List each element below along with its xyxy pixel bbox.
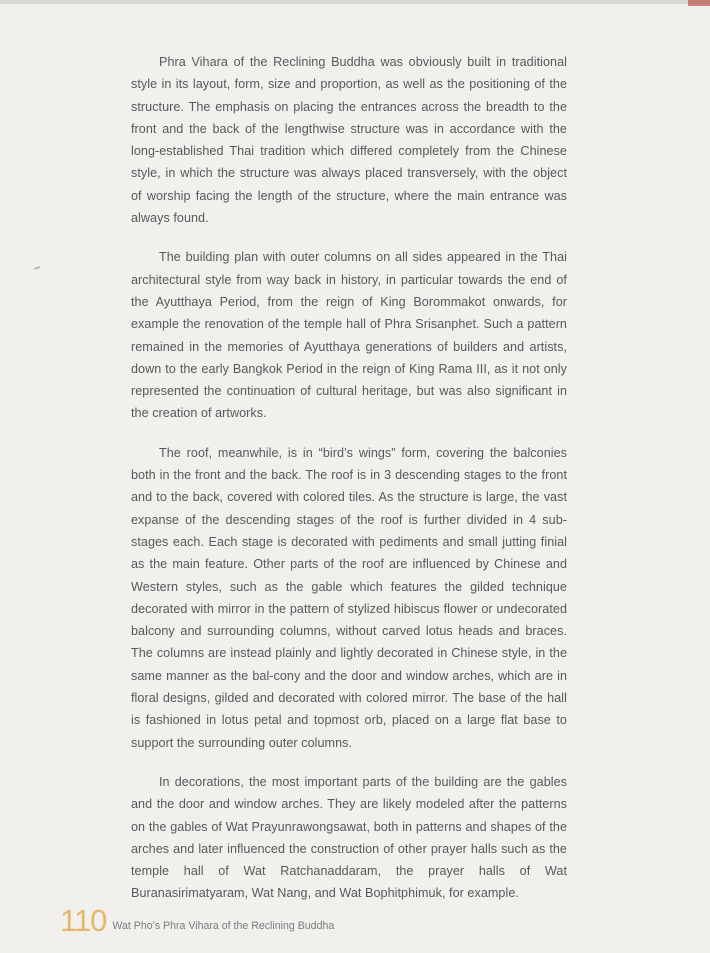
paragraph-layout: Phra Vihara of the Reclining Buddha was obviously built in traditional style in its layout, form, size and proportion, as well as the positioning of the structure. The emphasis on placing the entrances across the breadth to the front and the back of the lengthwise structure was in accordance with the long-established Thai tradition which differed completely from the Chinese style, in which the structure was always placed transversely, with the object of worship facing the length of the structure, where the main entrance was always found.: [131, 55, 567, 226]
page-top-edge: [0, 0, 710, 4]
running-title: Wat Pho’s Phra Vihara of the Reclining Buddha: [112, 920, 335, 932]
body-text: [131, 51, 567, 922]
page-footer: [60, 896, 334, 936]
page-number: 110: [60, 903, 107, 938]
paragraph-roof: The roof, meanwhile, is in “bird’s wings” form, covering the balconies both in the front and the back. The roof is in 3 descending stages to the front and to the back, covered with colored tiles. As the structure is large, the vast expanse of the descending stages of the roof is further divided in 4 sub-stages each. Each stage is decorated with pediments and small jutting finial as the main feature. Other parts of the roof are influenced by Chinese and Western styles, such as the gable which features the gilded technique decorated with mirror in the pattern of stylized hibiscus flower or undecorated balcony and surrounding columns, without carved lotus heads and braces. The columns are instead plainly and lightly decorated in Chinese style, in the same manner as the bal-cony and the door and window arches, which are in floral designs, gilded and decorated with colored mirror. The base of the hall is fashioned in lotus petal and topmost orb, placed on a large flat base to support the surrounding outer columns.: [131, 445, 567, 750]
paragraph-building-plan: The building plan with outer columns on all sides appeared in the Thai architectural style from way back in history, in particular towards the end of the Ayutthaya Period, from the reign of King Borommakot onwards, for example the renovation of the temple hall of Phra Srisanphet. Such a pattern remained in the memories of Ayutthaya generations of builders and artists, down to the early Bangkok Period in the reign of King Rama III, as it not only represented the continuation of cultural heritage, but was also significant in the creation of artworks.: [131, 250, 567, 421]
paragraph-decorations: In decorations, the most important parts of the building are the gables and the door and window arches. They are likely modeled after the patterns on the gables of Wat Prayunrawongsawat, both in patterns and shapes of the arches and later influenced the construction of other prayer halls such as the temple hall of Wat Ratchanaddaram, the prayer halls of Wat Buranasirimatyaram, Wat Nang, and Wat Bophitphimuk, for example.: [131, 774, 567, 901]
page-corner-mark: [688, 0, 710, 6]
scan-speck: [34, 266, 40, 270]
